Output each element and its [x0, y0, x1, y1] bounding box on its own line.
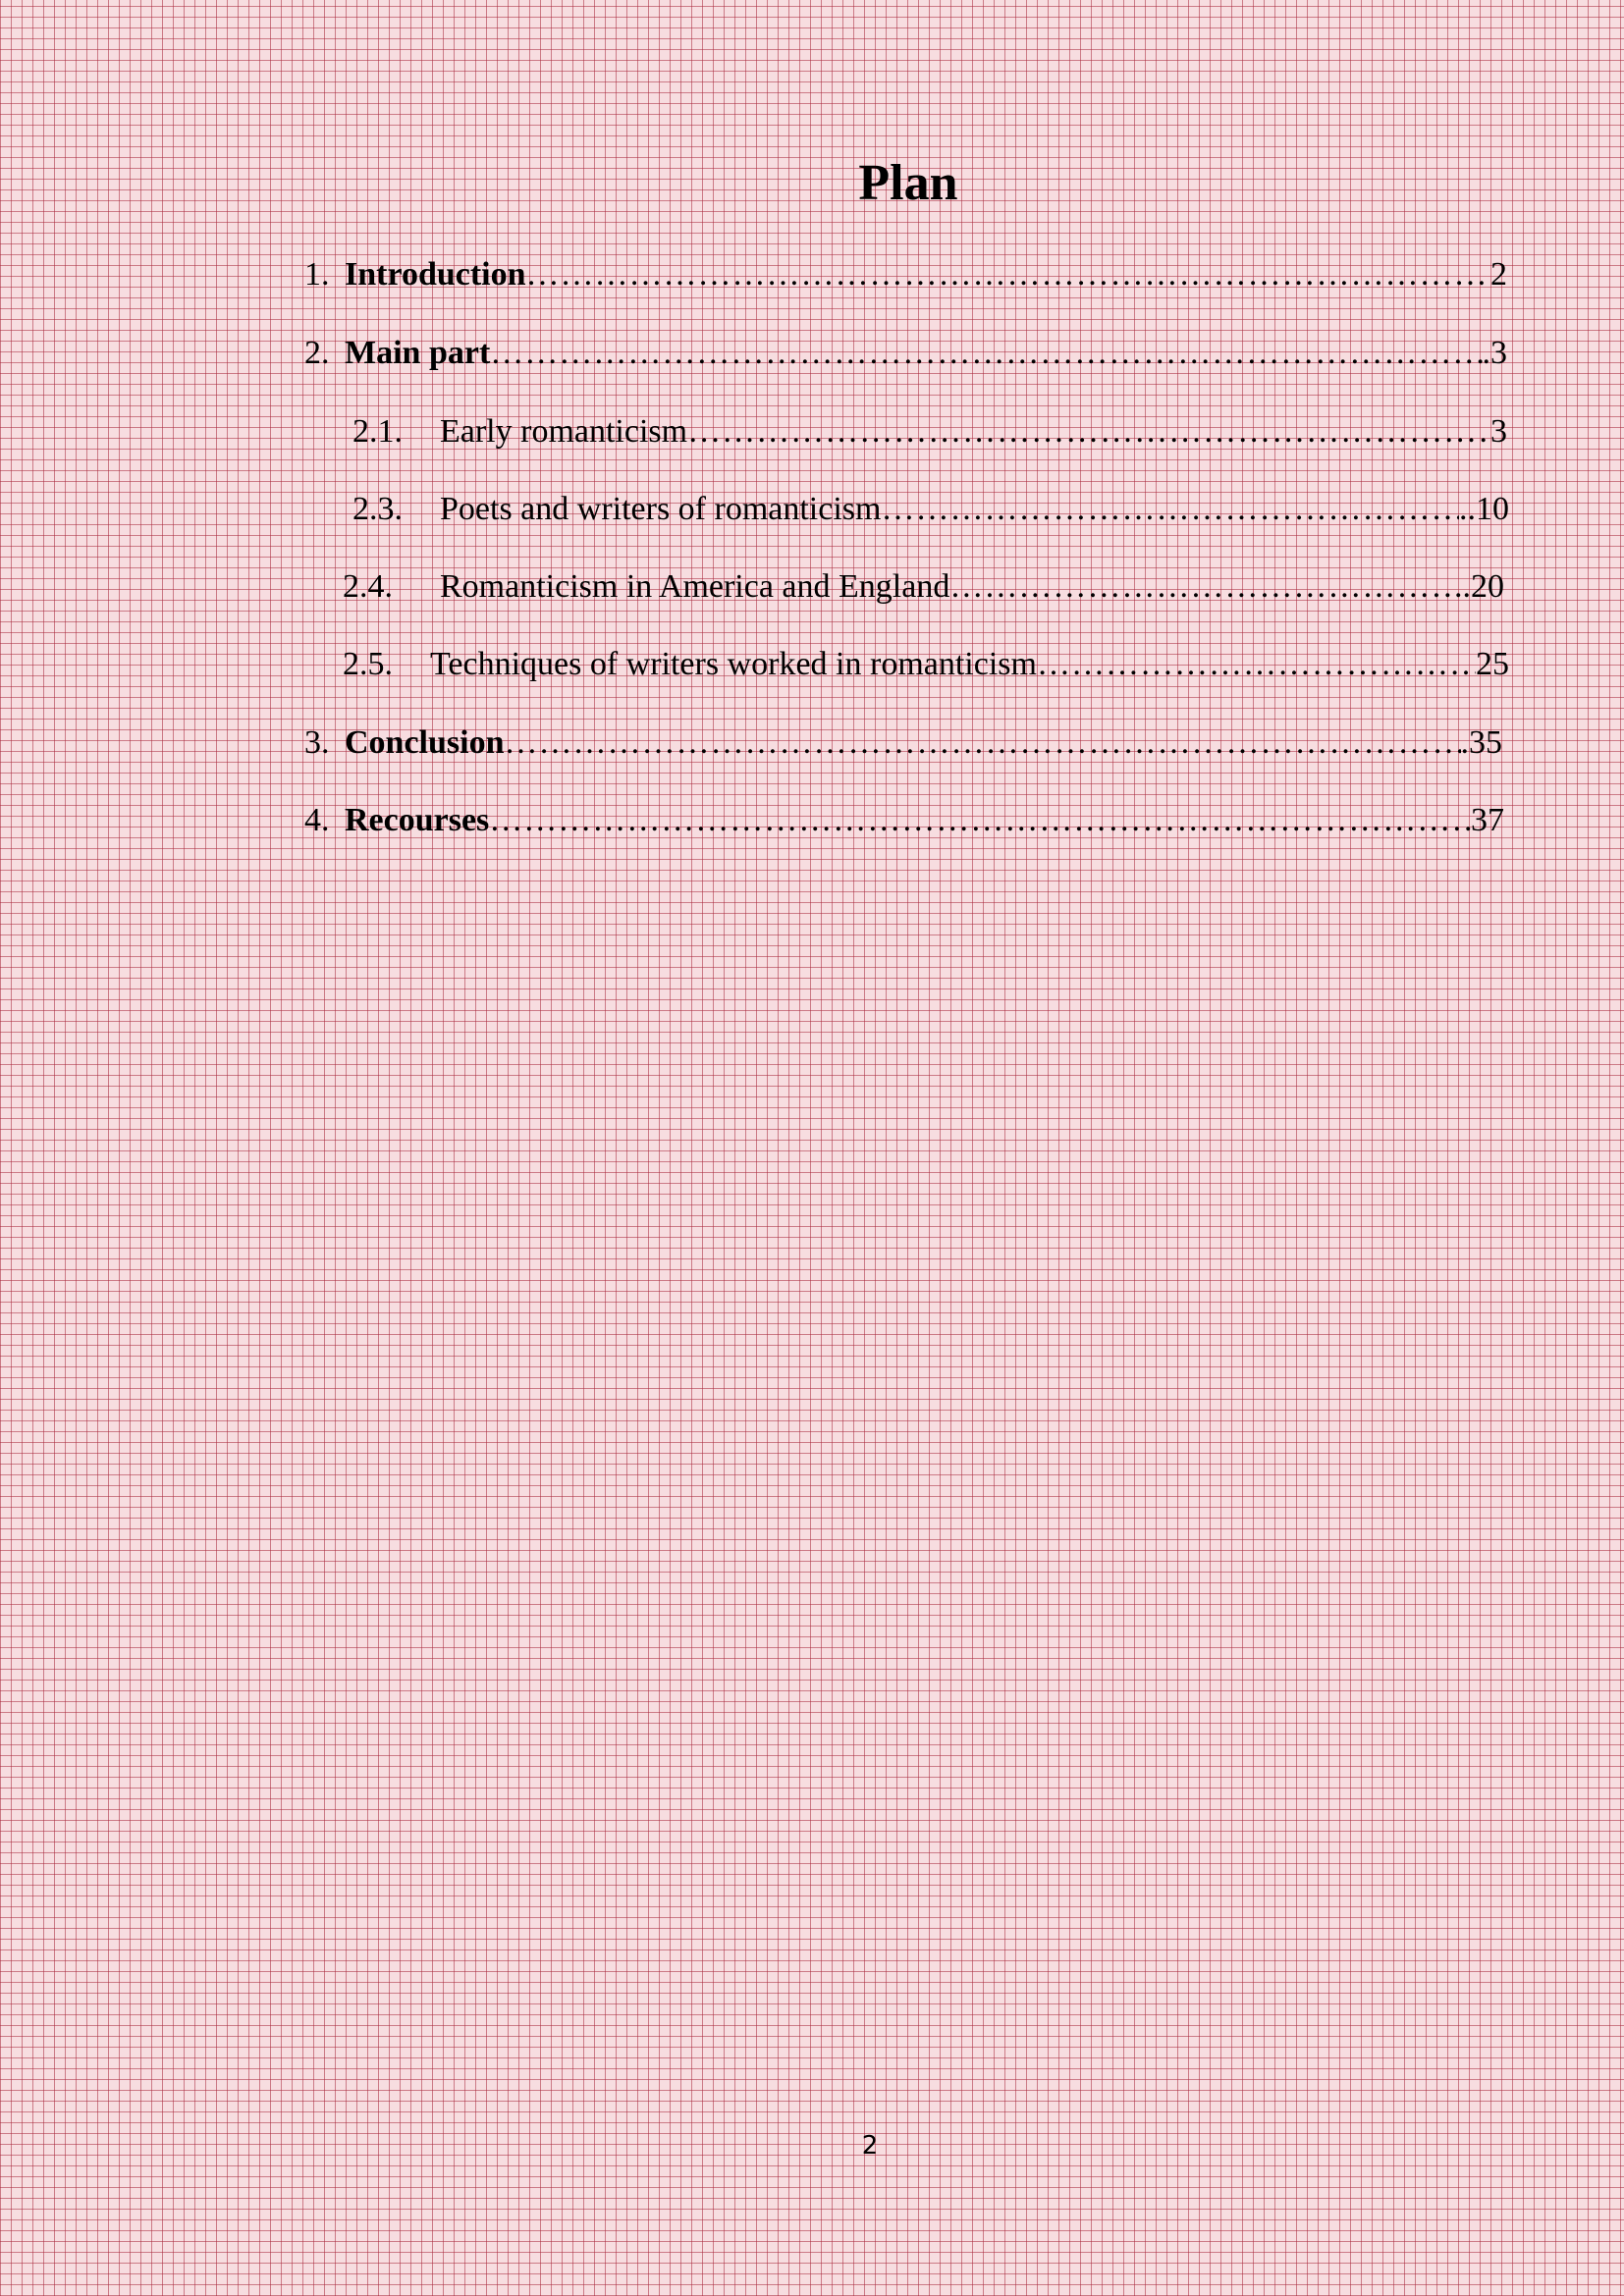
page-number: 2: [861, 2131, 879, 2161]
toc-entry-number: 2.4.: [343, 568, 393, 605]
toc-entry-main-part[interactable]: [304, 330, 1507, 377]
dot-leader: [949, 563, 1454, 611]
dot-leader: [489, 797, 1471, 844]
toc-entry-page: .3: [1482, 335, 1507, 371]
toc-entry-number: 2.3.: [352, 491, 403, 527]
toc-entry-label: Introduction: [345, 256, 526, 293]
toc-entry-america-and-england[interactable]: [343, 563, 1504, 611]
toc-entry-label: Early romanticism: [440, 413, 688, 450]
toc-entry-techniques-of-writers[interactable]: [343, 641, 1509, 688]
toc-entry-introduction[interactable]: [304, 251, 1507, 298]
dot-leader: [490, 330, 1482, 377]
toc-entry-page: .35: [1460, 724, 1502, 761]
toc-entry-label: Recourses: [345, 802, 490, 838]
dot-leader: [687, 408, 1490, 455]
toc-entry-label: Romanticism in America and England: [440, 568, 950, 605]
toc-entry-number: 2.1.: [352, 413, 403, 450]
toc-entry-page: 37: [1471, 802, 1504, 838]
toc-entry-number: 1.: [304, 256, 330, 293]
toc-entry-label: Techniques of writers worked in romanticism: [430, 646, 1037, 682]
toc-entry-label: Poets and writers of romanticism: [440, 491, 882, 527]
toc-entry-page: ..20: [1454, 568, 1504, 605]
toc-entry-page: 3: [1490, 413, 1507, 450]
toc-entry-recourses[interactable]: [304, 797, 1504, 844]
dot-leader: [1037, 641, 1476, 688]
toc-entry-label: Conclusion: [345, 724, 505, 761]
toc-entry-number: 2.: [304, 335, 330, 371]
dot-leader: [526, 251, 1490, 298]
page-title: Plan: [858, 155, 958, 211]
toc-entry-page: 25: [1476, 646, 1509, 682]
toc-entry-number: 3.: [304, 724, 330, 761]
toc-entry-page: 2: [1490, 256, 1507, 293]
dot-leader: [505, 720, 1461, 767]
toc-entry-number: 4.: [304, 802, 330, 838]
toc-entry-label: Main part: [345, 335, 491, 371]
toc-entry-early-romanticism[interactable]: [352, 408, 1507, 455]
toc-entry-poets-and-writers[interactable]: [352, 486, 1509, 533]
toc-entry-conclusion[interactable]: [304, 720, 1502, 767]
dot-leader: [881, 486, 1459, 533]
toc-entry-number: 2.5.: [343, 646, 393, 682]
toc-entry-page: ..10: [1459, 491, 1509, 527]
